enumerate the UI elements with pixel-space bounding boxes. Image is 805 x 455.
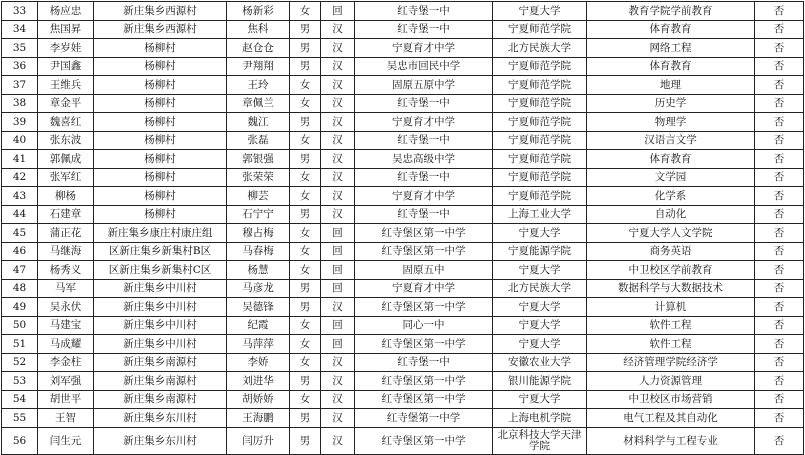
table-row [2,113,804,132]
university-cell: 宁夏能源学院 [493,242,587,261]
ethnicity-cell: 汉 [321,20,355,39]
high-school-cell: 红寺堡区第一中学 [355,224,493,243]
table-row [2,20,804,39]
ethnicity-cell: 回 [321,316,355,335]
flag-cell: 否 [755,113,804,132]
ethnicity-cell: 汉 [321,427,355,454]
flag-cell: 否 [755,353,804,372]
ethnicity-cell: 汉 [321,131,355,150]
ethnicity-cell: 汉 [321,94,355,113]
table-row [2,39,804,58]
ethnicity-cell: 汉 [321,353,355,372]
university-cell: 宁夏师范学院 [493,94,587,113]
address-cell: 新庄集乡中川村 [94,335,227,354]
flag-cell: 否 [755,57,804,76]
address-cell: 新庄集乡南源村 [94,372,227,391]
table-row [2,205,804,224]
high-school-cell: 红寺堡一中 [355,205,493,224]
major-cell: 物理学 [587,113,755,132]
gender-cell: 男 [290,113,321,132]
parent-name-cell: 蒲正花 [38,224,94,243]
university-cell: 宁夏师范学院 [493,131,587,150]
gender-cell: 男 [290,298,321,317]
address-cell: 杨柳村 [94,94,227,113]
gender-cell: 男 [290,409,321,428]
index-cell: 35 [2,39,38,58]
gender-cell: 女 [290,187,321,206]
university-cell: 宁夏大学 [493,224,587,243]
high-school-cell: 红寺堡区第一中学 [355,242,493,261]
table-row [2,409,804,428]
address-cell: 杨柳村 [94,39,227,58]
ethnicity-cell: 汉 [321,372,355,391]
major-cell: 人力资源管理 [587,372,755,391]
gender-cell: 男 [290,372,321,391]
parent-name-cell: 柳杨 [38,187,94,206]
address-cell: 新庄集乡中川村 [94,316,227,335]
university-cell: 宁夏师范学院 [493,187,587,206]
major-cell: 数据科学与大数据技术 [587,279,755,298]
flag-cell: 否 [755,298,804,317]
parent-name-cell: 王智 [38,409,94,428]
index-cell: 43 [2,187,38,206]
address-cell: 区新庄集乡新集村C区 [94,261,227,280]
parent-name-cell: 尹国鑫 [38,57,94,76]
university-cell: 宁夏大学 [493,261,587,280]
ethnicity-cell: 汉 [321,150,355,169]
index-cell: 37 [2,76,38,95]
student-name-cell: 尹翔翔 [227,57,290,76]
gender-cell: 男 [290,427,321,454]
gender-cell: 男 [290,205,321,224]
student-name-cell: 焦科 [227,20,290,39]
index-cell: 49 [2,298,38,317]
high-school-cell: 红寺堡区第一中学 [355,335,493,354]
major-cell: 经济管理学院经济学 [587,353,755,372]
student-name-cell: 王海鹏 [227,409,290,428]
major-cell: 体育教育 [587,150,755,169]
major-cell: 网络工程 [587,39,755,58]
student-table [1,1,804,455]
parent-name-cell: 李岁娃 [38,39,94,58]
student-name-cell: 吴德锋 [227,298,290,317]
index-cell: 50 [2,316,38,335]
flag-cell: 否 [755,224,804,243]
major-cell: 中卫校区市场营销 [587,390,755,409]
university-cell: 宁夏大学 [493,335,587,354]
high-school-cell: 红寺堡一中 [355,353,493,372]
gender-cell: 女 [290,353,321,372]
university-cell: 安徽农业大学 [493,353,587,372]
high-school-cell: 吴忠市回民中学 [355,57,493,76]
gender-cell: 女 [290,390,321,409]
index-cell: 56 [2,427,38,454]
table-row [2,150,804,169]
table-row [2,224,804,243]
high-school-cell: 固原五原中学 [355,76,493,95]
student-name-cell: 郭银强 [227,150,290,169]
student-name-cell: 王玲 [227,76,290,95]
index-cell: 34 [2,20,38,39]
student-name-cell: 胡娇娇 [227,390,290,409]
flag-cell: 否 [755,168,804,187]
ethnicity-cell: 汉 [321,76,355,95]
ethnicity-cell: 汉 [321,409,355,428]
flag-cell: 否 [755,316,804,335]
address-cell: 杨柳村 [94,57,227,76]
index-cell: 42 [2,168,38,187]
flag-cell: 否 [755,372,804,391]
flag-cell: 否 [755,409,804,428]
major-cell: 软件工程 [587,316,755,335]
address-cell: 新庄集乡南源村 [94,390,227,409]
table-row [2,316,804,335]
student-name-cell: 闫厉升 [227,427,290,454]
index-cell: 40 [2,131,38,150]
address-cell: 杨柳村 [94,113,227,132]
high-school-cell: 红寺堡区第一中学 [355,390,493,409]
gender-cell: 女 [290,224,321,243]
university-cell: 宁夏师范学院 [493,113,587,132]
gender-cell: 男 [290,57,321,76]
parent-name-cell: 刘军强 [38,372,94,391]
university-cell: 宁夏大学 [493,298,587,317]
student-name-cell: 李娇 [227,353,290,372]
table-body [2,2,804,455]
table-row [2,261,804,280]
ethnicity-cell: 汉 [321,39,355,58]
gender-cell: 女 [290,316,321,335]
major-cell: 材料科学与工程专业 [587,427,755,454]
parent-name-cell: 焦国昇 [38,20,94,39]
student-name-cell: 张荣荣 [227,168,290,187]
parent-name-cell: 马军 [38,279,94,298]
university-cell: 北方民族大学 [493,39,587,58]
gender-cell: 女 [290,76,321,95]
student-name-cell: 马萍萍 [227,335,290,354]
student-name-cell: 杨新彩 [227,2,290,21]
major-cell: 计算机 [587,298,755,317]
university-cell: 宁夏师范学院 [493,168,587,187]
high-school-cell: 红寺堡区第一中学 [355,372,493,391]
ethnicity-cell: 回 [321,279,355,298]
university-cell: 北京科技大学天津学院 [493,427,587,454]
gender-cell: 男 [290,39,321,58]
index-cell: 33 [2,2,38,21]
flag-cell: 否 [755,205,804,224]
student-name-cell: 赵仓仓 [227,39,290,58]
university-cell: 宁夏师范学院 [493,76,587,95]
flag-cell: 否 [755,2,804,21]
high-school-cell: 红寺堡第一中学 [355,409,493,428]
address-cell: 新庄集乡中川村 [94,298,227,317]
major-cell: 文学园 [587,168,755,187]
table-row [2,427,804,454]
index-cell: 53 [2,372,38,391]
high-school-cell: 宁夏育才中学 [355,39,493,58]
parent-name-cell: 李金柱 [38,353,94,372]
major-cell: 自动化 [587,205,755,224]
major-cell: 宁夏大学人文学院 [587,224,755,243]
gender-cell: 女 [290,261,321,280]
university-cell: 宁夏师范学院 [493,150,587,169]
gender-cell: 男 [290,279,321,298]
table-row [2,298,804,317]
address-cell: 杨柳村 [94,205,227,224]
major-cell: 中卫校区学前教育 [587,261,755,280]
student-name-cell: 章佩兰 [227,94,290,113]
gender-cell: 女 [290,335,321,354]
major-cell: 汉语言文学 [587,131,755,150]
address-cell: 区新庄集乡新集村B区 [94,242,227,261]
parent-name-cell: 马继海 [38,242,94,261]
major-cell: 体育教育 [587,57,755,76]
high-school-cell: 宁夏育才中学 [355,187,493,206]
parent-name-cell: 马成耀 [38,335,94,354]
parent-name-cell: 杨应忠 [38,2,94,21]
table-row [2,390,804,409]
high-school-cell: 固原五中 [355,261,493,280]
high-school-cell: 红寺堡一中 [355,131,493,150]
student-name-cell: 石宁宁 [227,205,290,224]
ethnicity-cell: 回 [321,335,355,354]
ethnicity-cell: 汉 [321,187,355,206]
major-cell: 地理 [587,76,755,95]
ethnicity-cell: 汉 [321,168,355,187]
index-cell: 54 [2,390,38,409]
high-school-cell: 红寺堡一中 [355,168,493,187]
parent-name-cell: 吴永伏 [38,298,94,317]
address-cell: 新庄集乡西源村 [94,20,227,39]
address-cell: 新庄集乡中川村 [94,279,227,298]
student-name-cell: 张磊 [227,131,290,150]
index-cell: 36 [2,57,38,76]
index-cell: 47 [2,261,38,280]
address-cell: 杨柳村 [94,168,227,187]
university-cell: 宁夏大学 [493,316,587,335]
parent-name-cell: 杨秀义 [38,261,94,280]
table-row [2,168,804,187]
address-cell: 杨柳村 [94,150,227,169]
student-name-cell: 杨慧 [227,261,290,280]
table-row [2,372,804,391]
university-cell: 银川能源学院 [493,372,587,391]
ethnicity-cell: 回 [321,261,355,280]
flag-cell: 否 [755,242,804,261]
university-cell: 宁夏师范学院 [493,20,587,39]
flag-cell: 否 [755,187,804,206]
high-school-cell: 宁夏育才中学 [355,113,493,132]
address-cell: 新庄集乡东川村 [94,409,227,428]
ethnicity-cell: 汉 [321,57,355,76]
parent-name-cell: 石建章 [38,205,94,224]
flag-cell: 否 [755,279,804,298]
index-cell: 46 [2,242,38,261]
index-cell: 44 [2,205,38,224]
university-cell: 宁夏大学 [493,390,587,409]
ethnicity-cell: 回 [321,224,355,243]
parent-name-cell: 张军红 [38,168,94,187]
university-cell: 上海电机学院 [493,409,587,428]
gender-cell: 女 [290,242,321,261]
student-name-cell: 魏江 [227,113,290,132]
flag-cell: 否 [755,94,804,113]
ethnicity-cell: 汉 [321,390,355,409]
flag-cell: 否 [755,335,804,354]
major-cell: 化学系 [587,187,755,206]
index-cell: 51 [2,335,38,354]
table-row [2,335,804,354]
table-row [2,76,804,95]
high-school-cell: 红寺堡一中 [355,2,493,21]
major-cell: 软件工程 [587,335,755,354]
index-cell: 48 [2,279,38,298]
index-cell: 55 [2,409,38,428]
student-name-cell: 穆占梅 [227,224,290,243]
parent-name-cell: 章金平 [38,94,94,113]
high-school-cell: 吴忠高级中学 [355,150,493,169]
parent-name-cell: 王维兵 [38,76,94,95]
university-cell: 北方民族大学 [493,279,587,298]
flag-cell: 否 [755,131,804,150]
table-row [2,2,804,21]
gender-cell: 女 [290,94,321,113]
gender-cell: 女 [290,131,321,150]
parent-name-cell: 魏喜红 [38,113,94,132]
table-row [2,57,804,76]
flag-cell: 否 [755,261,804,280]
university-cell: 宁夏大学 [493,2,587,21]
flag-cell: 否 [755,427,804,454]
major-cell: 教育学院学前教育 [587,2,755,21]
gender-cell: 男 [290,150,321,169]
student-name-cell: 柳芸 [227,187,290,206]
flag-cell: 否 [755,150,804,169]
flag-cell: 否 [755,76,804,95]
address-cell: 新庄集乡东川村 [94,427,227,454]
parent-name-cell: 郭佩成 [38,150,94,169]
high-school-cell: 红寺堡一中 [355,20,493,39]
flag-cell: 否 [755,20,804,39]
address-cell: 新庄集乡南源村 [94,353,227,372]
high-school-cell: 红寺堡一中 [355,94,493,113]
high-school-cell: 宁夏育才中学 [355,279,493,298]
high-school-cell: 红寺堡区第一中学 [355,298,493,317]
flag-cell: 否 [755,390,804,409]
gender-cell: 女 [290,2,321,21]
table-row [2,94,804,113]
major-cell: 历史学 [587,94,755,113]
student-name-cell: 刘进华 [227,372,290,391]
index-cell: 38 [2,94,38,113]
ethnicity-cell: 回 [321,242,355,261]
index-cell: 41 [2,150,38,169]
table-row [2,353,804,372]
university-cell: 宁夏师范学院 [493,57,587,76]
table-row [2,187,804,206]
table-row [2,131,804,150]
gender-cell: 男 [290,20,321,39]
high-school-cell: 同心一中 [355,316,493,335]
ethnicity-cell: 回 [321,2,355,21]
table-row [2,279,804,298]
parent-name-cell: 马建宝 [38,316,94,335]
student-name-cell: 纪霞 [227,316,290,335]
gender-cell: 女 [290,168,321,187]
ethnicity-cell: 汉 [321,113,355,132]
address-cell: 新庄集乡康庄村康庄组 [94,224,227,243]
index-cell: 52 [2,353,38,372]
ethnicity-cell: 汉 [321,298,355,317]
index-cell: 39 [2,113,38,132]
student-name-cell: 马春梅 [227,242,290,261]
table-row [2,242,804,261]
parent-name-cell: 闫生元 [38,427,94,454]
address-cell: 新庄集乡西源村 [94,2,227,21]
university-cell: 上海工业大学 [493,205,587,224]
ethnicity-cell: 汉 [321,205,355,224]
address-cell: 杨柳村 [94,131,227,150]
flag-cell: 否 [755,39,804,58]
parent-name-cell: 张东波 [38,131,94,150]
major-cell: 体育教育 [587,20,755,39]
parent-name-cell: 胡世平 [38,390,94,409]
major-cell: 商务英语 [587,242,755,261]
high-school-cell: 红寺堡区第一中学 [355,427,493,454]
student-name-cell: 马彦龙 [227,279,290,298]
index-cell: 45 [2,224,38,243]
address-cell: 杨柳村 [94,187,227,206]
address-cell: 杨柳村 [94,76,227,95]
major-cell: 电气工程及其自动化 [587,409,755,428]
